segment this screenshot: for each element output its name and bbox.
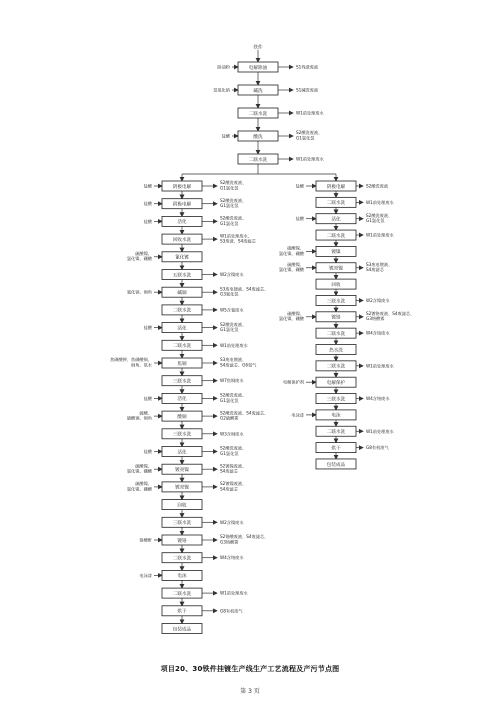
pollutant-output-l17: S2镀镍废液、 S4废滤芯 [220,463,247,474]
process-step-r18-label: 包装成品 [326,462,346,468]
process-step-l26-label: 包装成品 [172,627,192,633]
pollutant-output-l18: S2镀镍废液、 S4废滤芯 [220,481,247,492]
input-material-r3: 盐酸 [295,216,304,222]
pollutant-output-l16: S2酸洗废液、 G1氯化氢 [220,445,247,456]
process-step-r3-label: 活化 [331,217,341,223]
process-step-l4-label: 回收水洗 [172,237,192,243]
process-step-l22-label: 二联水洗 [172,556,192,562]
page-number: 第 3 页 [240,688,260,695]
input-material-l2: 盐酸 [143,201,152,207]
input-material-r5: 硫酸镍、氯化镍、硼酸 [278,245,304,256]
process-step-l8-label: 二联水洗 [172,308,192,314]
process-step-l11-label: 焦铜 [177,361,187,367]
process-step-t1-label: 电解除油 [248,65,268,71]
process-step-l13-label: 活化 [177,397,187,403]
process-step-t2-label: 碱洗 [253,88,263,94]
process-step-r5-label: 镀镍 [331,250,341,256]
process-step-l3-label: 活化 [177,220,187,226]
pollutant-output-l4: W1前处理废水、 S3废渣、S4废滤芯 [220,233,256,244]
input-material-l23: 电泳漆 [139,572,152,578]
input-material-l7: 氰化钠、铜角 [126,289,152,295]
input-material-l9: 盐酸 [143,325,152,331]
process-step-r6-label: 镀亮镍 [329,266,343,272]
process-step-l21-label: 镀铬 [177,538,187,544]
pollutant-output-l2: S2酸洗废液、 G1氯化氢 [220,197,247,209]
pollutant-output-l22: W4含铬废水 [220,555,244,561]
pollutant-output-l6: W2含镍废水 [220,272,244,277]
pollutant-output-t3: W1前处理废水 [296,110,324,116]
pollutant-output-l20: W2含镍废水 [220,519,244,525]
process-step-l25-label: 烘干 [177,609,187,615]
input-material-l1: 盐酸 [143,183,152,189]
pollutant-output-r3: S2酸洗废液、 G1氯化氢 [366,212,393,224]
pollutant-output-l15: W3含铜废水 [220,431,244,437]
input-material-l13: 盐酸 [143,395,152,401]
process-step-l5-label: 氰化镀 [175,255,189,261]
pollutant-output-t2: S1碱洗废液 [296,87,319,93]
process-step-r14-label: 三联水洗 [326,397,346,403]
process-step-r13-label: 电解保护 [326,381,346,386]
input-material-l3: 盐酸 [143,218,152,224]
process-step-t5-label: 二联水洗 [248,157,268,163]
start-material-label: 铁件 [253,45,263,51]
process-step-l19-label: 回收 [177,503,187,509]
process-step-l2-label: 阴极电解 [172,202,192,208]
input-material-l17: 硫酸镍、氯化镍、硼酸 [126,463,152,474]
process-step-l10-label: 二联水洗 [172,344,192,350]
input-material-l16: 盐酸 [143,449,152,454]
process-step-r1-label: 阴极电解 [326,184,346,190]
process-step-r11-label: 热水洗 [329,348,343,354]
process-step-r9-label: 镀铬 [331,315,341,321]
process-step-r7-label: 回收 [331,282,341,288]
pollutant-output-l10: W1前处理废水 [220,342,248,348]
pollutant-output-l11: S3废电镀液、 S4废滤芯、G6氨气 [220,357,257,368]
process-step-l20-label: 三联水洗 [172,521,192,527]
pollutant-output-t1: S1残渣废液 [296,64,319,70]
pollutant-output-r10: W4含铬废水 [366,330,390,336]
process-step-r2-label: 二联水洗 [326,201,346,207]
process-step-r10-label: 二联水洗 [326,331,346,337]
pollutant-output-l24: W1前处理废水 [220,590,248,596]
pollutant-output-l9: S2酸洗废液、 G1氯化氢 [220,321,247,332]
input-material-l14: 硫酸、硫酸铜、铜角 [126,410,152,421]
process-step-r15-label: 电泳 [331,413,341,419]
process-step-l1-label: 阴极电解 [172,184,192,190]
input-material-l18: 硫酸镍、氯化镍、硼酸 [126,481,152,492]
process-step-l18-label: 镀亮镍 [175,485,189,491]
figure-caption: 项目20、30铁件挂镀生产线生产工艺流程及产污节点图 [160,665,340,673]
pollutant-output-l14: S2酸洗废液、S4废滤芯、 G2硫酸雾 [220,410,269,421]
pollutant-output-l12: W7焦铜废水 [220,378,244,384]
pollutant-output-r1: S2酸洗废液 [366,183,389,189]
pollutant-output-l13: S2酸洗废液、 G1氯化氢 [220,392,247,403]
input-material-r13: 电解保护剂 [283,379,304,385]
input-material-t4: 盐酸 [221,133,230,139]
input-material-l11: 焦磷酸钾、焦磷酸铜、铜角、氨水 [110,357,152,368]
process-step-l7-label: 碱铜 [177,291,187,296]
process-step-t3-label: 二联水洗 [248,111,268,117]
input-material-r6: 硫酸镍、氯化镍、硼酸 [278,261,304,273]
process-step-r16-label: 二联水洗 [326,430,346,436]
process-step-l12-label: 三联水洗 [172,379,192,385]
pollutant-output-l1: S2酸洗废液、 G1氯化氢 [220,180,247,191]
pollutant-output-r9: S2镀铬废液、S4废滤芯、 G3铬酸雾 [366,311,415,322]
process-step-r17-label: 烘干 [331,446,341,452]
pollutant-output-l25: G8有机废气 [220,608,243,614]
input-material-t2: 氢氧化钠 [213,87,230,93]
pollutant-output-r4: W1前处理废水 [366,232,394,238]
input-material-r15: 电泳漆 [291,412,304,418]
pollutant-output-r6: S3废电镀液、 S4废滤芯 [366,261,393,273]
process-step-l15-label: 三联水洗 [172,432,192,438]
pollutant-output-l7: S3废电镀液、S4废滤芯、 G3氰化氢 [220,286,269,297]
pollutant-output-l8: W5含氰废水 [220,307,244,313]
process-step-r4-label: 二联水洗 [326,233,346,239]
process-step-l24-label: 二联水洗 [172,591,192,597]
pollutant-output-r14: W4含铬废水 [366,396,390,402]
pollutant-output-r16: W1前处理废水 [366,428,394,434]
input-material-l21: 铬酸酐 [139,537,152,543]
process-step-l9-label: 活化 [177,326,187,332]
process-step-l23-label: 电泳 [177,574,187,580]
pollutant-output-l21: S2铬酸废液、S4废滤芯、 G3铬酸雾 [220,534,269,545]
input-material-r1: 盐酸 [295,183,304,189]
input-material-r9: 硫酸镍、氯化镍、硼酸 [278,311,304,322]
process-step-t4-label: 酸洗 [253,134,263,140]
process-step-r8-label: 三联水洗 [326,299,346,305]
input-material-t1: 除油粉 [217,64,230,70]
pollutant-output-t5: W1前处理废水 [296,156,324,162]
pollutant-output-r12: W1前处理废水 [366,363,394,369]
process-step-l6-label: 五联水洗 [172,273,192,279]
process-step-r12-label: 二联水洗 [326,364,346,370]
pollutant-output-r2: W1前处理废水 [366,199,394,205]
process-step-l16-label: 活化 [177,450,187,456]
pollutant-output-r8: W2含镍废水 [366,297,390,303]
pollutant-output-t4: S2酸洗废液、 G1氯化氢 [296,130,323,141]
input-material-l5: 硫酸镍、氯化镍、硼酸 [126,250,152,262]
process-step-l17-label: 镀亮镍 [175,468,189,473]
pollutant-output-r17: G8有机废气 [366,445,389,451]
process-step-l14-label: 酸铜 [177,414,187,420]
pollutant-output-l3: S2酸洗废液、 G1氯化氢 [220,215,247,226]
